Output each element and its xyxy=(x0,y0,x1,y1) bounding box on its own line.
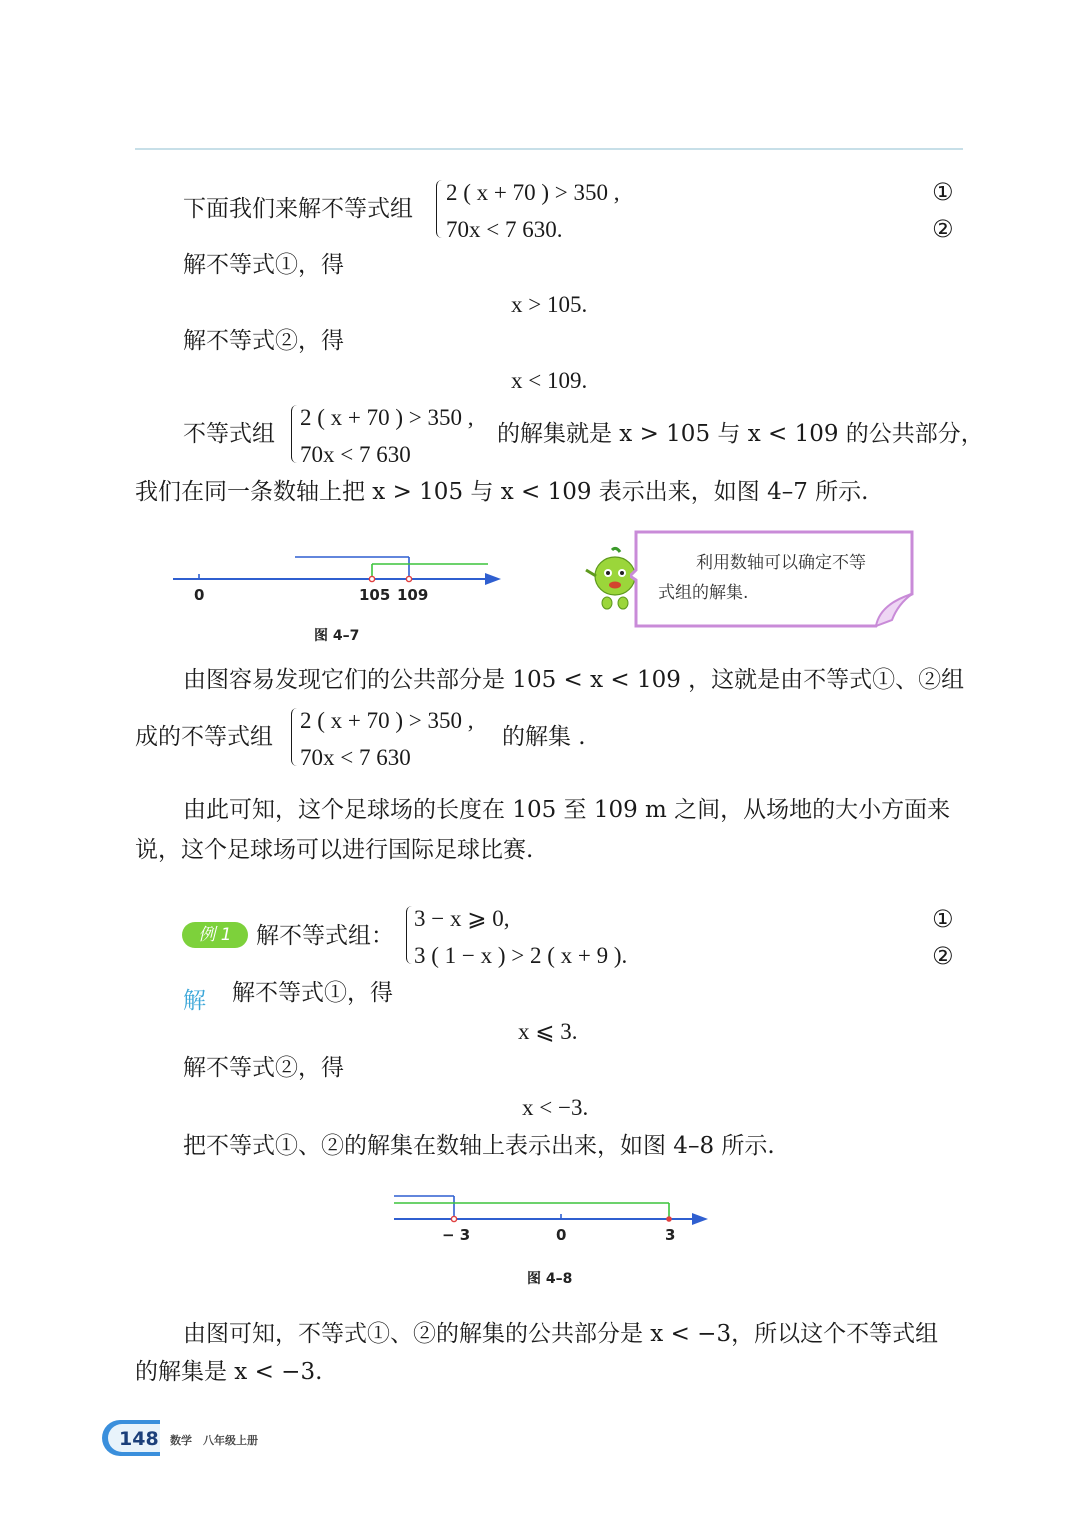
solution-step-1: 解不等式①，得 xyxy=(232,980,393,1006)
final-line-2: 的解集是 x < −3. xyxy=(135,1359,323,1385)
mark-1: ① xyxy=(932,905,954,933)
combine-prefix: 不等式组 xyxy=(183,421,275,447)
book-title: 数学 八年级上册 xyxy=(170,1434,258,1447)
intro-ineq-2: 70x < 7 630. xyxy=(446,217,563,242)
figure-caption: 图 4–7 xyxy=(314,628,360,644)
conclusion-line-1: 由此可知，这个足球场的长度在 105 至 109 m 之间，从场地的大小方面来 xyxy=(183,797,951,823)
system-brace xyxy=(436,180,445,238)
header-rule xyxy=(135,148,963,150)
page-number: 148 xyxy=(119,1428,159,1450)
mark-2: ② xyxy=(932,215,954,243)
example-badge: 例 1 xyxy=(182,922,248,948)
combine-line2: 我们在同一条数轴上把 x > 105 与 x < 109 表示出来，如图 4–7 所示. xyxy=(135,479,869,505)
solve1-text: 解不等式①，得 xyxy=(183,252,344,278)
solution-label: 解 xyxy=(183,988,206,1014)
combine-suffix: 的解集就是 x > 105 与 x < 109 的公共部分， xyxy=(497,421,984,447)
result-suffix: 的解集 . xyxy=(502,724,586,750)
example-ineq-1: 3 − x ⩾ 0, xyxy=(414,906,510,931)
tick-105: 105 xyxy=(359,586,391,604)
solve2-result: x < 109. xyxy=(511,368,588,393)
mark-1: ① xyxy=(932,178,954,206)
tick-0: 0 xyxy=(556,1226,567,1244)
result-prefix: 成的不等式组 xyxy=(135,724,273,750)
system-brace xyxy=(291,405,300,463)
intro-ineq-1: 2 ( x + 70 ) > 350 , xyxy=(446,180,620,205)
axis-arrow xyxy=(692,1213,708,1225)
solution-step-3: 把不等式①、②的解集在数轴上表示出来，如图 4–8 所示. xyxy=(183,1133,775,1159)
callout-line-1: 利用数轴可以确定不等 xyxy=(696,553,866,573)
example-text: 解不等式组： xyxy=(256,923,394,949)
tick-0: 0 xyxy=(194,586,205,604)
tick-3: 3 xyxy=(665,1226,676,1244)
tick-109: 109 xyxy=(397,586,429,604)
tick-neg3: − 3 xyxy=(442,1226,471,1244)
result-line-1: 由图容易发现它们的公共部分是 105 < x < 109 ，这就是由不等式①、②组 xyxy=(183,667,965,693)
solve1-result: x > 105. xyxy=(511,292,588,317)
solution-result-1: x ⩽ 3. xyxy=(518,1019,578,1044)
figure-caption: 图 4–8 xyxy=(527,1271,573,1287)
intro-text: 下面我们来解不等式组 xyxy=(183,196,413,222)
solve2-text: 解不等式②，得 xyxy=(183,328,344,354)
number-line-4-7 xyxy=(165,545,510,610)
conclusion-line-2: 说，这个足球场可以进行国际足球比赛. xyxy=(135,837,534,863)
example-ineq-2: 3 ( 1 − x ) > 2 ( x + 9 ). xyxy=(414,943,628,968)
mark-2: ② xyxy=(932,942,954,970)
combine-ineq-2: 70x < 7 630 xyxy=(300,442,411,467)
axis-arrow xyxy=(485,573,501,585)
point-neg3 xyxy=(451,1216,456,1221)
system-brace xyxy=(291,708,300,766)
point-105 xyxy=(369,576,374,581)
solution-step-2: 解不等式②，得 xyxy=(183,1055,344,1081)
result-ineq-1: 2 ( x + 70 ) > 350 , xyxy=(300,708,474,733)
combine-ineq-1: 2 ( x + 70 ) > 350 , xyxy=(300,405,474,430)
callout-line-2: 式组的解集. xyxy=(658,583,749,603)
point-109 xyxy=(406,576,411,581)
point-3 xyxy=(666,1216,672,1222)
result-ineq-2: 70x < 7 630 xyxy=(300,745,411,770)
final-line-1: 由图可知，不等式①、②的解集的公共部分是 x < −3，所以这个不等式组 xyxy=(183,1321,939,1347)
solution-result-2: x < −3. xyxy=(522,1095,589,1120)
